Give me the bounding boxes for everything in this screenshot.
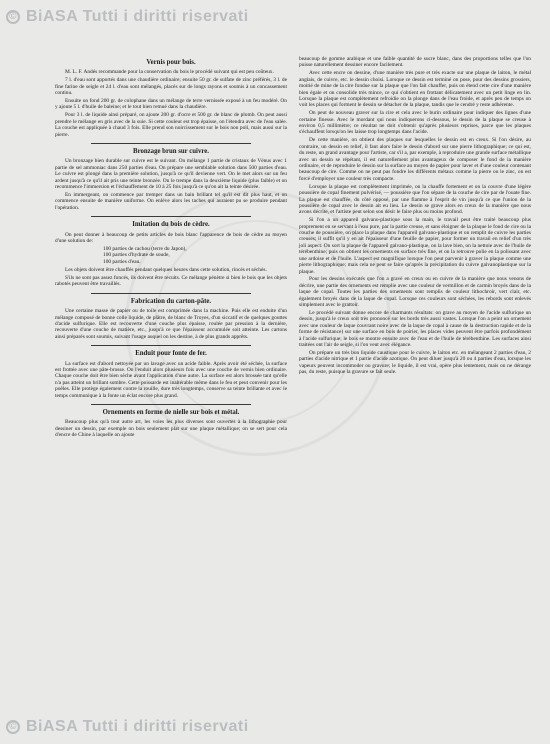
section-title: Imitation du bois de cèdre. (132, 221, 210, 229)
paragraph: On peut de nouveau graver sur la cire et cela avec le burin ordinaire pour indiquer des lignes d'une certaine finesse. Avec le mordant qui nous indiquerons ci-dessous, le dessin de la plaque se creuse à environ 0,5 millimètre; ce résultat ne doit s'obtenir qu'après plusieurs reprises, parce que les plaques s'échauffent lorsqu'on les laisse trop longtemps dans l'acide. (299, 110, 531, 136)
right-column (299, 56, 531, 377)
divider (91, 216, 251, 217)
divider (91, 404, 251, 405)
left-column (55, 56, 287, 440)
section-title: Bronzage brun sur cuivre. (133, 147, 209, 155)
copyright-icon: © (6, 720, 20, 734)
watermark-banner-bottom (0, 712, 550, 742)
section-title: Fabrication du carton-pâte. (130, 297, 212, 305)
divider (91, 293, 251, 294)
paragraph: La surface est d'abord nettoyée par un lavage avec un acide faible. Après avoir été séchée, la surface est frottée avec une pâte-brosse. On l'enduit alors plusieurs fois avec une couche de vernis bien ordinaire. Chaque couche doit être bien sèche avant l'application d'une autre. La surface est alors brossée tant qu'elle n'a pas atteint un brillant sombre. Cette poissarde est inaltérable même dans le feu et peut convenir pour les poêles. Elle protège également contre la rouille, dure très longtemps, conserve sa teinte brillante et avec le temps communique à la fonte un éclat encore plus grand. (55, 360, 287, 399)
paragraph: Le procédé suivant donne encore de charmants résultats: on grave au moyen de l'acide sulfurique un dessin, jusqu'à le creux soit très prononcé sur les bords très aussi vastes. Lorsque l'on a peint un ornement avec une couleur de laque couvrant noire avec de la laque de copal à cause de la destruction rapide et de la forme de résistance) sur une surface en bois de poirier, les places vides peuvent être parfois profondément à l'acide sulfurique; le bois se montre ensuite avec de l'eau et de l'huile de térébenthine. Les surfaces ainsi traitées ont l'air de seigle, si l'on veut avec élégance. (299, 309, 531, 348)
paragraph: Pour 3 l. de liquide ainsi préparé, on ajoute 200 gr. d'ocre et 500 gr. de blanc de plomb. On peut aussi prendre le mélange en gris avec de la suie. Si cette couleur est trop épaisse, on l'étendra avec de l'eau salée. La couche est appliquée à chaud 3 fois. Elle prend son noircissement sur le bois non poli, mais aussi sur la pierre. (55, 112, 287, 138)
section-title: Enduit pour fonte de fer. (135, 350, 207, 358)
paragraph: On prépare un très bon liquide caustique pour le cuivre, le laiton etc. en mélangeant 2 parties d'eau, 2 parties d'acide nitrique et 1 partie d'acide azotique. On peut diluer jusqu'à 20 ou 4 parties d'eau, lorsque les vapeurs peuvent incommoder ou gravure; le liquide, il est vrai, opère plus lentement, mais on ne dérange pas, du reste, puisque la gravure se fait seule. (299, 349, 531, 376)
list-item: 100 parties de cachou (terre du Japon), (103, 245, 187, 252)
divider (91, 143, 251, 144)
paragraph: Ensuite on fond 200 gr. de colophane dans un mélange de terre vernissée exposé à un feu modéré. On y ajoute 5 l. d'huile de baleine; et le tout bien remué dans la chaudière. (55, 98, 287, 111)
paragraph: Si l'on a un appareil galvano-plastique sous la main, le travail peut être traité beaucoup plus proprement en se servant à l'eau pure, par la partie creuse, et sans éloigner de la plaque le fond de cire ou la couche de poussière, on place la plaque dans l'appareil galvano-plastique et on remplit de cuivre les parties creuses; il suffit qu'il y en ait l'épaisseur d'une feuille de papier, pour former un travail en relief d'un très joli aspect. On sort la plaque de l'appareil galvano-plastique, on la lave bien, on la nettoie avec de l'huile de térébenthine; puis on obtient les ornements en surface très fine, et on la retrouve polie en la polissant avec une ardoise et de l'huile. L'aspect est magnifique lorsque l'on peut parvenir à graver la plaque comme une pierre lithographique; mais cela ne peut se faire qu'après la précipitation du cuivre galvanoplastique sur la plaque. (299, 217, 531, 275)
paragraph: Lorsque la plaque est complètement imprimée, on la chauffe fortement et on la couvre d'une légère poussière de copal finement pulvérisé, — poussière que l'on sépare de la couche de cire par de l'ouate fine. La plaque est chauffée, du côté opposé, par une flamme à l'esprit de vin jusqu'à ce que l'union de la poussière de copal avec le dessin ait eu lieu. Le dessin se grave alors en creux de la manière que nous avons décrite, et l'artiste peut selon son désir le faire plus ou moins profond. (299, 183, 531, 216)
paragraph: beaucoup de gomme arabique et une faible quantité de sucre blanc, dans des proportions telles que l'on puisse naturellement dessiner encore facilement. (299, 56, 531, 69)
list-item: 100 parties d'hydrate de soude, (103, 252, 170, 259)
paragraph: S'ils ne sont pas assez foncés, ils doivent être recuits. Ce mélange pénètre si bien le bois que les objets rabotés peuvent être travaillés. (55, 274, 287, 288)
ingredient-list (55, 246, 287, 265)
paragraph: En immergeant, on commence par tremper dans un bain brillant tel qu'il est dit plus haut, et on commence ensuite de manière uniforme. On enlève alors les taches qui auraient pu se produire pendant l'opération. (55, 191, 287, 211)
section-title: Vernis pour bois. (146, 59, 196, 66)
paragraph: Une certaine masse de papier ou de toile est comprimée dans la machine. Puis elle est enduite d'un mélange composé de bonne colle liquide, de plâtre, de blanc de Troyes, d'un siccatif et de quelques gouttes d'acide sulfurique. Elle est recouverte d'une couche plus épaisse, roulée par pression à la dernière, recouverte d'une couche de matière, etc., jusqu'à ce que l'épaisseur accumulée soit atteinte. Les cartons ainsi préparés sont soumis, suivant l'usage auquel on les destine, à de plus grands apprêts. (55, 308, 287, 340)
watermark-banner-top (0, 2, 550, 32)
paragraph: Un bronzage bien durable sur cuivre est le suivant. On mélange 1 partie de cristaux de Vénus avec 1 partie de sel ammoniac dans 250 parties d'eau. On prépare une semblable solution dans 500 parties d'eau. Le cuivre est plongé dans la première solution, jusqu'à ce qu'il devienne vert. On le met alors sur un feu ardent jusqu'à ce qu'il ait pris une teinte bronzée. On le trempe dans la deuxième liquide (plus faible) et on recommence l'immersion et l'échauffement de 10 à 25 fois jusqu'à ce qu'on ait la teinte désirée. (55, 158, 287, 190)
paragraph: M. L. F. Andés recommande pour la conservation du bois le procédé suivant qui est peu coûteux. (65, 69, 274, 76)
paragraph: 7 l. d'eau sont apportés dans une chaudière ordinaire; ensuite 50 gr. de sulfate de zinc préférés, 3 l. de fine farine de seigle et 24 l. d'eau sont mélangés, placés sur de longs rayons et soumis à un concassement continu. (55, 77, 287, 97)
section-title: Ornements en forme de nielle sur bois et métal. (102, 409, 240, 417)
paragraph: Beaucoup plus qu'à tout autre art, les voies les plus diverses sont ouvertes à la lithographie pour dessiner un dessin, par exemple on bois seulement plat sur une plaque métallique; on se sert pour cela d'encre de Chine à laquelle on ajoute (55, 419, 287, 439)
paragraph: De cette manière, on obtient des plaques sur lesquelles le dessin est en creux. Si l'on désire, au contraire, un dessin en relief, il faut alors faire le dessin d'abord sur une pierre lithographique; ce qui est, du reste, un grand avantage pour l'artiste, car s'il a, par exemple, à reproduire une grande surface métallique avec un dessin se répétant, il est naturellement plus avantageux de composer le fond de la manière ordinaire, et de reproduire le dessin sur la surface au moyen de papier pour laver et d'une couleur contenant beaucoup de cire. Comme on ne peut pas fondre les différents métaux comme la pierre ou le zinc, on est forcé d'employer une couleur très compacte. (299, 137, 531, 182)
watermark-text: BiASA Tutti i diritti riservati (26, 8, 249, 25)
paragraph: Les objets doivent être chauffés pendant quelques heures dans cette solution, rincés et séchés. (65, 267, 267, 274)
watermark-text: BiASA Tutti i diritti riservati (26, 718, 249, 735)
list-item: 100 parties d'eau. (103, 258, 141, 265)
divider (91, 345, 251, 346)
paragraph: Avec cette encre on dessine, d'une manière très pure et très exacte sur une plaque de laiton, le métal anglais, de cuivre, etc. le dessin choisi. Lorsque ce dessin est terminé on pose, pour des dessins grossiers, moitié de mine de la cire fondue sur la plaque que l'on fait chauffer, puis on étend cette cire d'une manière bien égale et on consolide très mince, ce qui s'obtient en frottant délicatement avec un petit linge en lin. Lorsque la plaque est complètement refroidie on la plonge dans de l'eau froide, et après peu de temps on voit les places qui forment le dessin se détacher de la plaque, tandis que le cendré y reste adhérente. (299, 70, 531, 109)
copyright-icon: © (6, 10, 20, 24)
paragraph: Pour les dessins exécutés que l'on a gravé en creux ou en cuivre de la manière que nous venons de décrire, une partie des ornements est remplie avec une couleur de vermillon et de carmin broyés dans de la laque de copal. Toutes les parties des ornements sont remplis de couleur lithochroir, vert clair, etc. également broyés dans de la laque de copal. Lorsque ces couleurs sont séchées, les rebords sont enlevés simplement avec le grattoir. (299, 276, 531, 309)
paragraph: On peut donner à beaucoup de petits articles de bois blanc l'apparence de bois de cèdre au moyen d'une solution de: (55, 231, 287, 244)
